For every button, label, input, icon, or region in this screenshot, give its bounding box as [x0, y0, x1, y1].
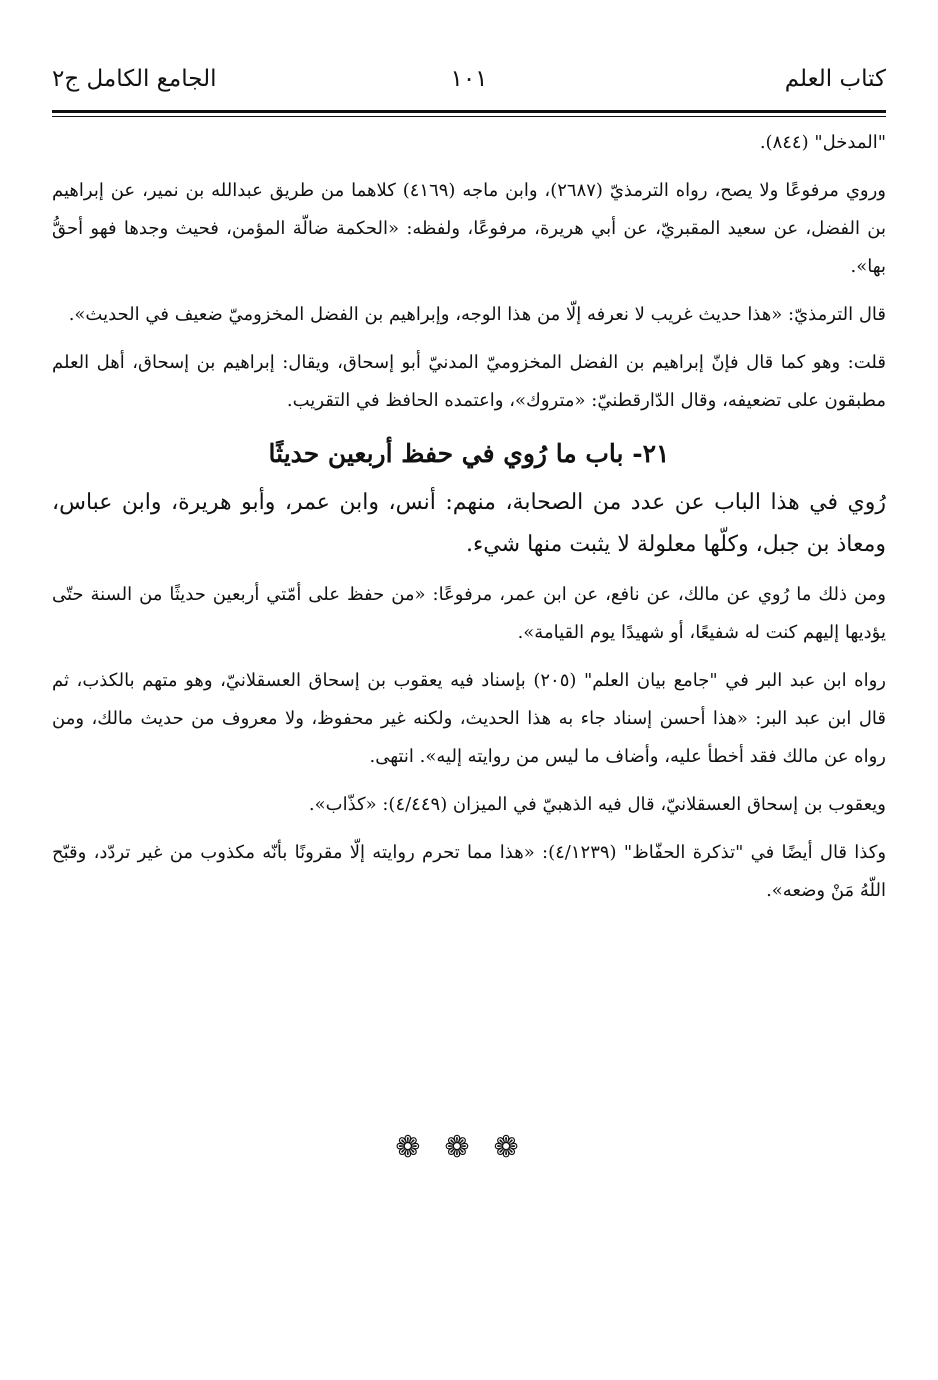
- paragraph: قال الترمذيّ: «هذا حديث غريب لا نعرفه إلّا من هذا الوجه، وإبراهيم بن الفضل المخزوميّ ضعيف في الحديث».: [68, 304, 886, 325]
- paragraph: وروي مرفوعًا ولا يصح، رواه الترمذيّ (٢٦٨٧)، وابن ماجه (٤١٦٩) كلاهما من طريق عبدالله بن نمير، عن إبراهيم بن الفضل، عن سعيد المقبريّ، عن أبي هريرة، مرفوعًا، ولفظه: «الحكمة ضالّة المؤمن، فحيث وجدها فهو أحقُّ بها».: [52, 180, 886, 277]
- chapter-intro: رُوي في هذا الباب عن عدد من الصحابة، منهم: أنس، وابن عمر، وأبو هريرة، وابن عباس، ومعاذ بن جبل، وكلّها معلولة لا يثبت منها شيء.: [52, 490, 886, 557]
- header-rule-thick: [52, 110, 886, 113]
- page-body: [52, 124, 886, 920]
- paragraph: ومن ذلك ما رُوي عن مالك، عن نافع، عن ابن عمر، مرفوعًا: «من حفظ على أمّتي أربعين حديثًا من السنة حتّى يؤديها إليهم كنت له شفيعًا، أو شهيدًا يوم القيامة».: [52, 584, 886, 643]
- paragraph: قلت: وهو كما قال فإنّ إبراهيم بن الفضل المخزوميّ المدنيّ أبو إسحاق، ويقال: إبراهيم بن إسحاق، أهل العلم مطبقون على تضعيفه، وقال الدّارقطنيّ: «متروك»، واعتمده الحافظ في التقريب.: [52, 352, 886, 411]
- book-title: الجامع الكامل ج٢: [52, 66, 217, 92]
- section-title: كتاب العلم: [784, 66, 886, 92]
- ornament-divider: ❁❁❁: [395, 1130, 543, 1165]
- paragraph: "المدخل" (٨٤٤).: [759, 132, 886, 153]
- page-number: ١٠١: [450, 66, 488, 92]
- paragraph: وكذا قال أيضًا في "تذكرة الحفّاظ" (٤/١٢٣٩): «هذا مما تحرم روايته إلّا مقرونًا بأنّه مكذوب من غير تردّد، وقبّح اللّهُ مَنْ وضعه».: [52, 842, 887, 901]
- header-rule-thin: [52, 116, 886, 117]
- paragraph: ويعقوب بن إسحاق العسقلانيّ، قال فيه الذهبيّ في الميزان (٤/٤٤٩): «كذّاب».: [308, 794, 886, 815]
- paragraph: رواه ابن عبد البر في "جامع بيان العلم" (٢٠٥) بإسناد فيه يعقوب بن إسحاق العسقلانيّ، وهو متهم بالكذب، ثم قال ابن عبد البر: «هذا أحسن إسناد جاء به هذا الحديث، ولكنه غير محفوظ، ولا معروف من حديث مالك، ومن رواه عن مالك فقد أخطأ عليه، وأضاف ما ليس من روايته إليه». انتهى.: [52, 670, 886, 767]
- chapter-heading: ٢١- باب ما رُوي في حفظ أربعين حديثًا: [268, 439, 670, 468]
- page-header: [52, 66, 886, 100]
